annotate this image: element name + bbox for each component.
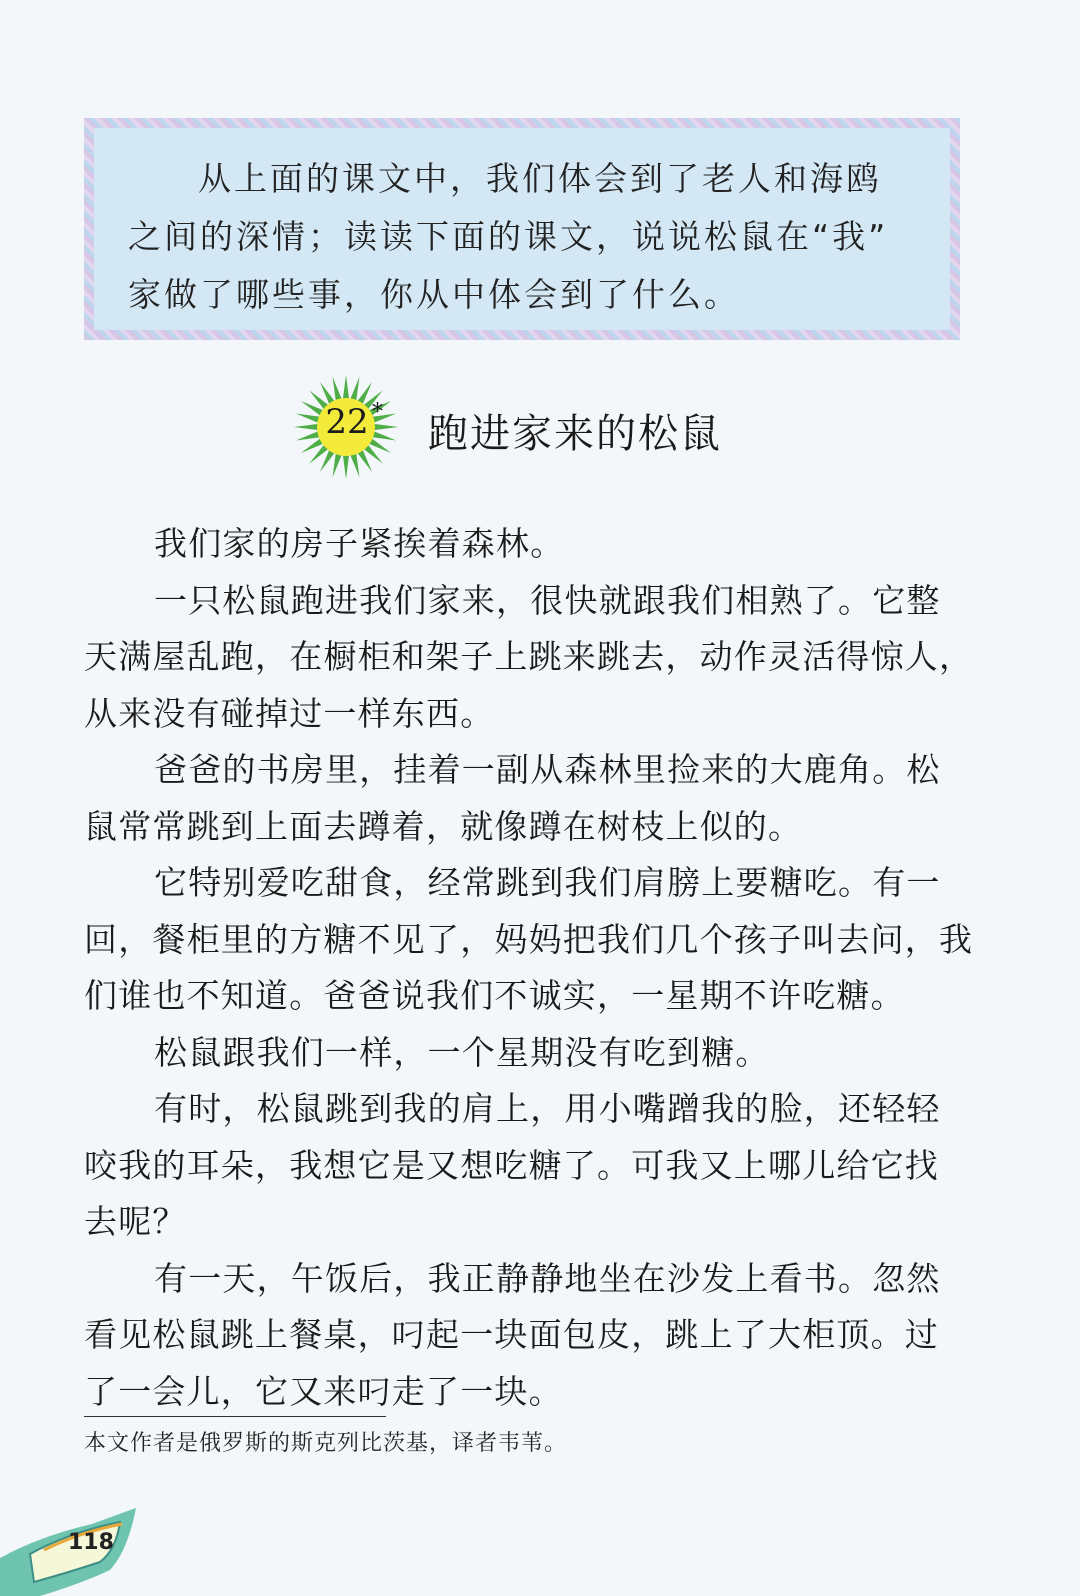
text-line: 看见松鼠跳上餐桌，叼起一块面包皮，跳上了大柜顶。过 — [84, 1315, 939, 1354]
lesson-star: * — [372, 400, 383, 425]
intro-line: 之间的深情；读读下面的课文，说说松鼠在“我” — [128, 217, 889, 256]
text-line: 它特别爱吃甜食，经常跳到我们肩膀上要糖吃。有一 — [154, 863, 941, 902]
text-line: 了一会儿，它又来叼走了一块。 — [84, 1371, 563, 1411]
text-line: 一只松鼠跑进我们家来，很快就跟我们相熟了。它整 — [154, 580, 941, 620]
lesson-title: 跑进家来的松鼠 — [428, 411, 722, 457]
text-line: 去呢？ — [84, 1202, 187, 1241]
text-line: 咬我的耳朵，我想它是又想吃糖了。可我又上哪儿给它找 — [84, 1145, 939, 1185]
lesson-body — [84, 516, 974, 1420]
text-line: 爸爸的书房里，挂着一副从森林里捡来的大鹿角。松 — [154, 750, 941, 789]
text-line: 有一天，午饭后，我正静静地坐在沙发上看书。忽然 — [154, 1258, 941, 1298]
intro-line: 从上面的课文中，我们体会到了老人和海鸥 — [198, 159, 882, 198]
text-line: 天满屋乱跑，在橱柜和架子上跳来跳去，动作灵活得惊人， — [84, 637, 974, 676]
lesson-header — [290, 372, 790, 482]
footnote: 本文作者是俄罗斯的斯克列比茨基，译者韦苇。 — [84, 1431, 568, 1456]
text-line: 们谁也不知道。爸爸说我们不诚实，一星期不许吃糖。 — [84, 976, 905, 1015]
text-line: 回，餐柜里的方糖不见了，妈妈把我们几个孩子叫去问，我 — [84, 919, 974, 959]
lesson-number: 22 — [325, 402, 369, 442]
text-line: 我们家的房子紧挨着森林。 — [154, 524, 565, 563]
text-line: 松鼠跟我们一样，一个星期没有吃到糖。 — [154, 1032, 770, 1072]
intro-box — [84, 118, 960, 340]
footnote-divider — [84, 1416, 386, 1417]
text-line: 从来没有碰掉过一样东西。 — [84, 693, 495, 733]
page-number: 118 — [68, 1530, 114, 1555]
text-line: 有时，松鼠跳到我的肩上，用小嘴蹭我的脸，还轻轻 — [154, 1089, 941, 1128]
intro-line: 家做了哪些事，你从中体会到了什么。 — [128, 275, 740, 314]
text-line: 鼠常常跳到上面去蹲着，就像蹲在树枝上似的。 — [84, 806, 803, 846]
